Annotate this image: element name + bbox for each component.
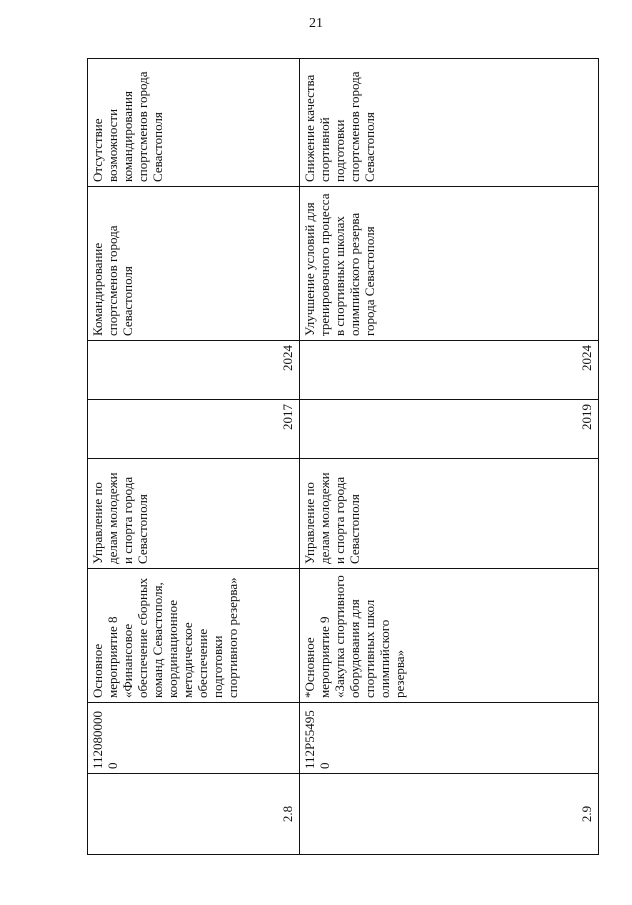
- row-start-year: 2019: [300, 400, 599, 459]
- row-result: Командирование спортсменов города Севастополя: [88, 187, 300, 341]
- page-number: 21: [309, 16, 323, 31]
- row-code: 112P554950: [300, 703, 599, 774]
- row-measure: *Основное мероприятие 9 «Закупка спортивного оборудования для спортивных школ олимпийского резерва»: [300, 569, 599, 703]
- table-row: [88, 59, 300, 855]
- measures-table: [87, 58, 599, 855]
- row-end-year: 2024: [300, 341, 599, 400]
- row-executor: Управление по делам молодежи и спорта города Севастополя: [300, 459, 599, 569]
- row-consequence: Снижение качества спортивной подготовки спортсменов города Севастополя: [300, 59, 599, 187]
- row-executor: Управление по делам молодежи и спорта города Севастополя: [88, 459, 300, 569]
- row-result: Улучшение условий для тренировочного процесса в спортивных школах олимпийского резерва города Севастополя: [300, 187, 599, 341]
- row-start-year: 2017: [88, 400, 300, 459]
- row-consequence: Отсутствие возможности командирования спортсменов города Севастополя: [88, 59, 300, 187]
- row-measure: Основное мероприятие 8 «Финансовое обеспечение сборных команд Севастополя, координационное методическое обеспечение подготовки спортивного резерва»: [88, 569, 300, 703]
- row-number: 2.9: [300, 774, 599, 855]
- row-number: 2.8: [88, 774, 300, 855]
- table-row: [300, 59, 599, 855]
- row-code: 1120800000: [88, 703, 300, 774]
- rotated-table: [87, 59, 598, 855]
- row-end-year: 2024: [88, 341, 300, 400]
